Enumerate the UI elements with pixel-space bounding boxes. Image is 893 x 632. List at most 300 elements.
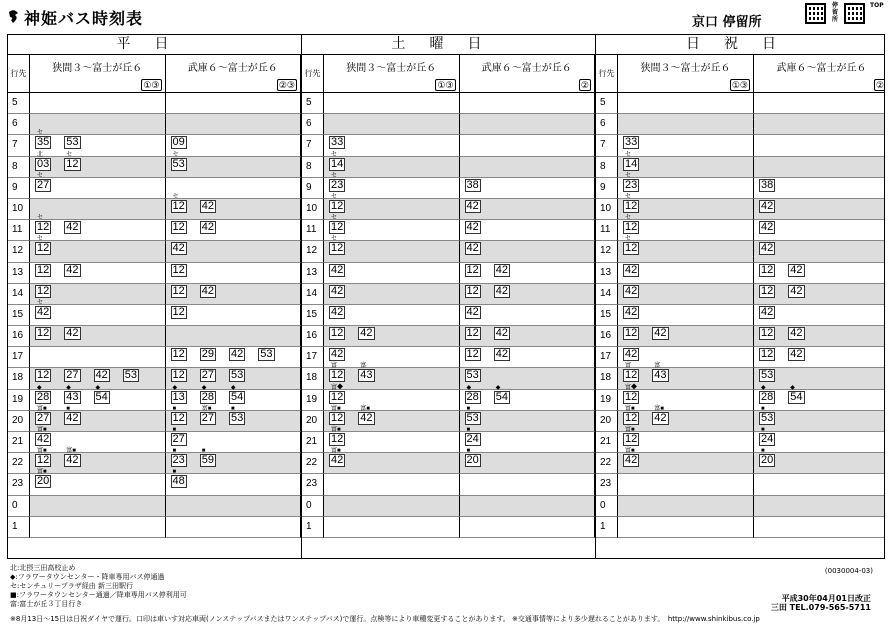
departure-cell bbox=[30, 215, 166, 241]
departure-cell bbox=[324, 172, 460, 199]
departure-mark: ■ bbox=[761, 427, 765, 433]
departure-time[interactable] bbox=[329, 306, 345, 319]
hour-cell: 16 bbox=[596, 326, 618, 347]
departure-time[interactable] bbox=[465, 306, 481, 319]
departure-time[interactable] bbox=[171, 264, 187, 277]
departure-time[interactable] bbox=[494, 348, 510, 361]
route-badge: ②③ bbox=[278, 80, 295, 90]
minute: 42 bbox=[172, 242, 185, 255]
hour-cell: 11 bbox=[596, 220, 618, 241]
departure-time[interactable] bbox=[759, 327, 775, 340]
departure-cell bbox=[618, 517, 754, 538]
departure-cell bbox=[754, 241, 885, 262]
departure-time[interactable] bbox=[64, 369, 80, 382]
departure-time[interactable] bbox=[759, 348, 775, 361]
departure-cell bbox=[460, 326, 596, 347]
departure-time[interactable] bbox=[329, 215, 345, 234]
departure-mark: ◆ bbox=[37, 384, 42, 391]
minute: 53 bbox=[231, 411, 244, 424]
departure-cell bbox=[618, 326, 754, 347]
departure-time[interactable] bbox=[171, 193, 187, 213]
departure-time[interactable] bbox=[200, 221, 216, 234]
qr-code-icon[interactable] bbox=[805, 3, 826, 24]
departure-time[interactable] bbox=[35, 327, 51, 340]
departure-time[interactable] bbox=[623, 172, 639, 192]
departure-time[interactable] bbox=[788, 384, 804, 404]
minute: 42 bbox=[95, 369, 108, 382]
minute: 42 bbox=[201, 199, 214, 212]
departure-mark: 北 bbox=[37, 151, 44, 158]
minute: 42 bbox=[761, 305, 774, 318]
departure-time[interactable] bbox=[358, 405, 374, 425]
departure-time[interactable] bbox=[35, 264, 51, 277]
minute: 53 bbox=[66, 136, 79, 149]
minute: 12 bbox=[37, 327, 50, 340]
hour-cell: 14 bbox=[302, 284, 324, 305]
departure-time[interactable] bbox=[788, 348, 804, 361]
minute: 42 bbox=[66, 454, 79, 467]
departure-time[interactable] bbox=[329, 136, 345, 149]
departure-time[interactable] bbox=[759, 405, 775, 425]
departure-time[interactable] bbox=[465, 285, 481, 298]
hour-cell: 12 bbox=[8, 241, 30, 262]
departure-cell bbox=[166, 448, 302, 474]
departure-time[interactable] bbox=[329, 172, 345, 192]
departure-mark: ◆ bbox=[95, 384, 101, 391]
departure-time[interactable] bbox=[35, 151, 51, 171]
departure-mark: セ bbox=[37, 299, 44, 306]
departure-cell bbox=[460, 178, 596, 199]
route-badge: ①③ bbox=[437, 80, 454, 90]
minute: 42 bbox=[654, 411, 667, 424]
departure-time[interactable] bbox=[759, 285, 775, 298]
minute: 12 bbox=[466, 327, 479, 340]
minute: 12 bbox=[331, 199, 344, 212]
departure-time[interactable] bbox=[759, 242, 775, 255]
departure-time[interactable] bbox=[623, 136, 639, 149]
departure-time[interactable] bbox=[358, 327, 374, 340]
departure-time[interactable] bbox=[200, 200, 216, 213]
departure-time[interactable] bbox=[759, 264, 775, 277]
timetable bbox=[7, 34, 885, 559]
departure-time[interactable] bbox=[759, 448, 775, 467]
departure-time[interactable] bbox=[358, 363, 374, 382]
departure-time[interactable] bbox=[465, 427, 481, 446]
departure-time[interactable] bbox=[759, 179, 775, 192]
departure-cell bbox=[618, 347, 754, 368]
departure-time[interactable] bbox=[329, 285, 345, 298]
minute: 42 bbox=[66, 263, 79, 276]
departure-time[interactable] bbox=[35, 405, 51, 425]
departure-cell bbox=[460, 347, 596, 368]
minute: 42 bbox=[201, 221, 214, 234]
departure-cell bbox=[754, 305, 885, 326]
departure-cell bbox=[618, 474, 754, 495]
departure-time[interactable] bbox=[788, 264, 804, 277]
departure-mark: ◆ bbox=[231, 384, 236, 391]
minute: 42 bbox=[625, 263, 638, 276]
departure-time[interactable] bbox=[64, 221, 80, 234]
departure-time[interactable] bbox=[171, 427, 187, 446]
departure-time[interactable] bbox=[94, 384, 110, 404]
departure-time[interactable] bbox=[788, 327, 804, 340]
departure-time[interactable] bbox=[329, 405, 345, 425]
departure-time[interactable] bbox=[759, 384, 775, 404]
minute: 12 bbox=[625, 411, 638, 424]
departure-cell bbox=[30, 299, 166, 326]
departure-time[interactable] bbox=[759, 200, 775, 213]
minute: 35 bbox=[37, 136, 50, 149]
departure-time[interactable] bbox=[623, 448, 639, 467]
departure-time[interactable] bbox=[329, 193, 345, 213]
minute: 12 bbox=[331, 411, 344, 424]
departure-time[interactable] bbox=[759, 369, 775, 382]
departure-mark: ■ bbox=[172, 448, 177, 455]
departure-mark: 富■ bbox=[37, 405, 47, 412]
route-badges bbox=[30, 77, 166, 93]
departure-time[interactable] bbox=[623, 384, 639, 404]
timetable-section bbox=[596, 35, 885, 558]
minute: 12 bbox=[625, 390, 638, 403]
departure-time[interactable] bbox=[329, 384, 345, 404]
departure-cell bbox=[618, 427, 754, 453]
departure-cell bbox=[618, 93, 754, 114]
departure-cell bbox=[30, 130, 166, 156]
departure-time[interactable] bbox=[229, 348, 245, 361]
departure-time[interactable] bbox=[64, 264, 80, 277]
stop-name: 京口 停留所 bbox=[692, 15, 762, 30]
minute: 42 bbox=[331, 348, 344, 361]
minute: 54 bbox=[790, 390, 803, 403]
departure-cell bbox=[166, 517, 302, 538]
departure-cell bbox=[754, 405, 885, 432]
departure-mark: セ bbox=[331, 193, 338, 200]
departure-cell bbox=[754, 427, 885, 453]
departure-time[interactable] bbox=[494, 264, 510, 277]
departure-time[interactable] bbox=[200, 369, 216, 382]
departure-time[interactable] bbox=[200, 448, 216, 467]
hour-cell: 11 bbox=[8, 220, 30, 241]
minute: 53 bbox=[231, 369, 244, 382]
departure-time[interactable] bbox=[171, 306, 187, 319]
hour-cell: 16 bbox=[8, 326, 30, 347]
departure-time[interactable] bbox=[35, 448, 51, 467]
departure-time[interactable] bbox=[35, 236, 51, 255]
minute: 53 bbox=[761, 369, 774, 382]
departure-cell bbox=[460, 284, 596, 305]
departure-time[interactable] bbox=[788, 285, 804, 298]
footnote: ※8月13日～15日は日祝ダイヤで運行。口印は車いす対応車両(ノンステップバスまたはワンステップバス)で運行。点検等により車種変更することがあります。 ※交通事情等により多少遅れることがあります。 http://www.shinkibus.co.jp bbox=[10, 615, 760, 623]
departure-mark: セ bbox=[37, 215, 44, 222]
departure-mark: セ bbox=[331, 236, 338, 243]
departure-time[interactable] bbox=[35, 369, 51, 382]
departure-time[interactable] bbox=[465, 327, 481, 340]
minute: 27 bbox=[201, 411, 214, 424]
header bbox=[0, 0, 893, 32]
departure-time[interactable] bbox=[64, 405, 80, 425]
departure-cell bbox=[30, 469, 166, 495]
departure-time[interactable] bbox=[35, 130, 51, 149]
departure-time[interactable] bbox=[759, 306, 775, 319]
departure-cell bbox=[30, 93, 166, 114]
minute: 12 bbox=[466, 263, 479, 276]
minute: 12 bbox=[172, 199, 185, 212]
legend-item: セ:センチュリープラザ経由 新三田駅行 bbox=[10, 582, 134, 590]
departure-cell bbox=[324, 326, 460, 347]
departure-time[interactable] bbox=[171, 242, 187, 255]
minute: 09 bbox=[172, 136, 185, 149]
departure-time[interactable] bbox=[494, 285, 510, 298]
minute: 42 bbox=[495, 284, 508, 297]
departure-time[interactable] bbox=[623, 151, 639, 171]
departure-time[interactable] bbox=[171, 151, 187, 171]
departure-cell bbox=[618, 236, 754, 262]
minute: 42 bbox=[790, 327, 803, 340]
route-badge: ② bbox=[580, 80, 589, 90]
departure-time[interactable] bbox=[465, 242, 481, 255]
departure-mark: ■ bbox=[172, 405, 177, 412]
departure-time[interactable] bbox=[465, 384, 481, 404]
hour-cell: 1 bbox=[8, 517, 30, 538]
route-badges bbox=[324, 77, 460, 93]
departure-time[interactable] bbox=[171, 469, 187, 488]
departure-time[interactable] bbox=[623, 327, 639, 340]
departure-mark: セ bbox=[172, 193, 179, 200]
departure-time[interactable] bbox=[171, 448, 187, 467]
minute: 27 bbox=[66, 369, 79, 382]
departure-time[interactable] bbox=[35, 299, 51, 319]
minute: 53 bbox=[761, 411, 774, 424]
departure-cell bbox=[618, 135, 754, 156]
departure-time[interactable] bbox=[329, 264, 345, 277]
departure-cell bbox=[754, 368, 885, 389]
minute: 42 bbox=[466, 305, 479, 318]
departure-cell bbox=[754, 448, 885, 474]
departure-cell bbox=[754, 114, 885, 135]
minute: 12 bbox=[625, 369, 638, 382]
departure-cell bbox=[618, 215, 754, 241]
departure-time[interactable] bbox=[623, 193, 639, 213]
departure-mark: 富■ bbox=[37, 448, 47, 455]
hour-cell: 13 bbox=[596, 263, 618, 284]
departure-time[interactable] bbox=[64, 151, 80, 171]
departure-mark: 富■ bbox=[625, 405, 635, 412]
departure-time[interactable] bbox=[200, 384, 216, 404]
minute: 42 bbox=[66, 411, 79, 424]
departure-cell bbox=[30, 236, 166, 262]
departure-time[interactable] bbox=[759, 221, 775, 234]
departure-mark: ■ bbox=[231, 405, 235, 412]
departure-time[interactable] bbox=[465, 405, 481, 425]
departure-time[interactable] bbox=[652, 363, 668, 382]
route-badge: ①③ bbox=[143, 80, 160, 90]
hour-cell: 12 bbox=[302, 241, 324, 262]
departure-time[interactable] bbox=[623, 236, 639, 255]
departure-time[interactable] bbox=[200, 405, 216, 425]
hour-cell: 19 bbox=[596, 390, 618, 411]
departure-cell bbox=[166, 347, 302, 368]
minute: 12 bbox=[172, 369, 185, 382]
departure-time[interactable] bbox=[329, 236, 345, 255]
minute: 38 bbox=[466, 178, 479, 191]
qr-code-icon[interactable] bbox=[844, 3, 865, 24]
departure-time[interactable] bbox=[35, 427, 51, 446]
departure-time[interactable] bbox=[35, 285, 51, 298]
departure-cell bbox=[754, 284, 885, 305]
hour-cell: 23 bbox=[596, 474, 618, 495]
minute: 12 bbox=[625, 221, 638, 234]
departure-cell bbox=[324, 93, 460, 114]
minute: 42 bbox=[331, 263, 344, 276]
departure-time[interactable] bbox=[258, 348, 274, 361]
departure-time[interactable] bbox=[329, 427, 345, 446]
departure-time[interactable] bbox=[229, 405, 245, 425]
departure-time[interactable] bbox=[171, 369, 187, 382]
departure-time[interactable] bbox=[64, 448, 80, 467]
departure-cell bbox=[166, 114, 302, 135]
departure-time[interactable] bbox=[94, 369, 110, 382]
route-header: 武庫６～富士が丘６ bbox=[754, 55, 885, 77]
minute: 42 bbox=[466, 242, 479, 255]
departure-time[interactable] bbox=[64, 136, 80, 149]
departure-time[interactable] bbox=[64, 327, 80, 340]
minute: 42 bbox=[331, 454, 344, 467]
document-id: (0030004-03) bbox=[824, 567, 873, 575]
departure-time[interactable] bbox=[623, 348, 639, 361]
departure-cell bbox=[460, 135, 596, 156]
departure-time[interactable] bbox=[200, 285, 216, 298]
departure-mark: 富■ bbox=[331, 427, 341, 433]
departure-time[interactable] bbox=[171, 136, 187, 149]
departure-time[interactable] bbox=[494, 327, 510, 340]
departure-time[interactable] bbox=[35, 215, 51, 234]
departure-cell bbox=[30, 263, 166, 284]
minute: 23 bbox=[331, 178, 344, 191]
departure-cell bbox=[166, 469, 302, 495]
departure-cell bbox=[166, 263, 302, 284]
departure-time[interactable] bbox=[329, 363, 345, 382]
departure-time[interactable] bbox=[465, 448, 481, 467]
departure-time[interactable] bbox=[329, 348, 345, 361]
hour-cell: 10 bbox=[302, 199, 324, 220]
departure-cell bbox=[754, 496, 885, 517]
departure-time[interactable] bbox=[623, 285, 639, 298]
hour-cell: 13 bbox=[302, 263, 324, 284]
departure-time[interactable] bbox=[759, 427, 775, 446]
departure-time[interactable] bbox=[494, 384, 510, 404]
hour-cell: 0 bbox=[596, 496, 618, 517]
departure-time[interactable] bbox=[171, 384, 187, 404]
departure-cell bbox=[324, 114, 460, 135]
departure-time[interactable] bbox=[623, 264, 639, 277]
departure-time[interactable] bbox=[200, 348, 216, 361]
departure-cell bbox=[30, 151, 166, 178]
departure-time[interactable] bbox=[123, 369, 139, 382]
departure-cell bbox=[324, 474, 460, 495]
departure-time[interactable] bbox=[35, 172, 51, 192]
departure-time[interactable] bbox=[171, 348, 187, 361]
departure-cell bbox=[754, 384, 885, 411]
hour-cell: 14 bbox=[596, 284, 618, 305]
departure-time[interactable] bbox=[329, 327, 345, 340]
hour-cell: 18 bbox=[302, 368, 324, 389]
minute: 24 bbox=[761, 433, 774, 445]
timetable-section bbox=[8, 35, 302, 558]
departure-time[interactable] bbox=[623, 306, 639, 319]
minute: 20 bbox=[37, 475, 50, 488]
departure-time[interactable] bbox=[623, 427, 639, 446]
departure-cell bbox=[460, 448, 596, 474]
destination-header: 行先 bbox=[596, 55, 618, 93]
departure-cell bbox=[166, 427, 302, 453]
departure-mark: 富 bbox=[331, 363, 338, 370]
minute: 53 bbox=[124, 369, 137, 382]
departure-cell bbox=[30, 496, 166, 517]
route-header: 狭間３～富士が丘６ bbox=[324, 55, 460, 77]
departure-cell bbox=[754, 263, 885, 284]
minute: 12 bbox=[331, 242, 344, 255]
departure-time[interactable] bbox=[35, 469, 51, 488]
minute: 33 bbox=[625, 136, 638, 149]
departure-time[interactable] bbox=[465, 264, 481, 277]
departure-mark: セ bbox=[331, 151, 338, 158]
departure-time[interactable] bbox=[171, 285, 187, 298]
departure-time[interactable] bbox=[465, 200, 481, 213]
departure-cell bbox=[166, 241, 302, 262]
departure-time[interactable] bbox=[465, 221, 481, 234]
minute: 33 bbox=[331, 136, 344, 149]
departure-time[interactable] bbox=[329, 151, 345, 171]
hour-cell: 19 bbox=[302, 390, 324, 411]
departure-time[interactable] bbox=[171, 221, 187, 234]
departure-time[interactable] bbox=[229, 384, 245, 404]
minute: 12 bbox=[37, 454, 50, 467]
departure-time[interactable] bbox=[652, 327, 668, 340]
departure-time[interactable] bbox=[35, 384, 51, 404]
departure-time[interactable] bbox=[329, 448, 345, 467]
departure-time[interactable] bbox=[465, 348, 481, 361]
departure-cell bbox=[618, 172, 754, 199]
minute: 12 bbox=[331, 369, 344, 382]
departure-mark: 富■ bbox=[201, 405, 212, 412]
departure-cell bbox=[754, 157, 885, 178]
departure-time[interactable] bbox=[171, 405, 187, 425]
departure-mark: ■ bbox=[761, 405, 765, 412]
minute: 48 bbox=[172, 475, 185, 488]
departure-time[interactable] bbox=[229, 369, 245, 382]
departure-cell bbox=[460, 305, 596, 326]
minute: 12 bbox=[466, 348, 479, 361]
departure-time[interactable] bbox=[465, 369, 481, 382]
departure-cell bbox=[324, 448, 460, 474]
minute: 38 bbox=[761, 178, 774, 191]
departure-time[interactable] bbox=[465, 179, 481, 192]
minute: 12 bbox=[172, 263, 185, 276]
minute: 42 bbox=[625, 284, 638, 297]
departure-cell bbox=[30, 326, 166, 347]
departure-cell bbox=[324, 405, 460, 432]
departure-time[interactable] bbox=[623, 363, 639, 382]
departure-time[interactable] bbox=[64, 384, 80, 404]
departure-time[interactable] bbox=[623, 405, 639, 425]
minute: 12 bbox=[331, 221, 344, 234]
hour-cell: 5 bbox=[8, 93, 30, 114]
minute: 53 bbox=[466, 411, 479, 424]
departure-mark: 富◆ bbox=[625, 384, 638, 391]
departure-cell bbox=[754, 517, 885, 538]
departure-time[interactable] bbox=[652, 405, 668, 425]
departure-time[interactable] bbox=[623, 215, 639, 234]
